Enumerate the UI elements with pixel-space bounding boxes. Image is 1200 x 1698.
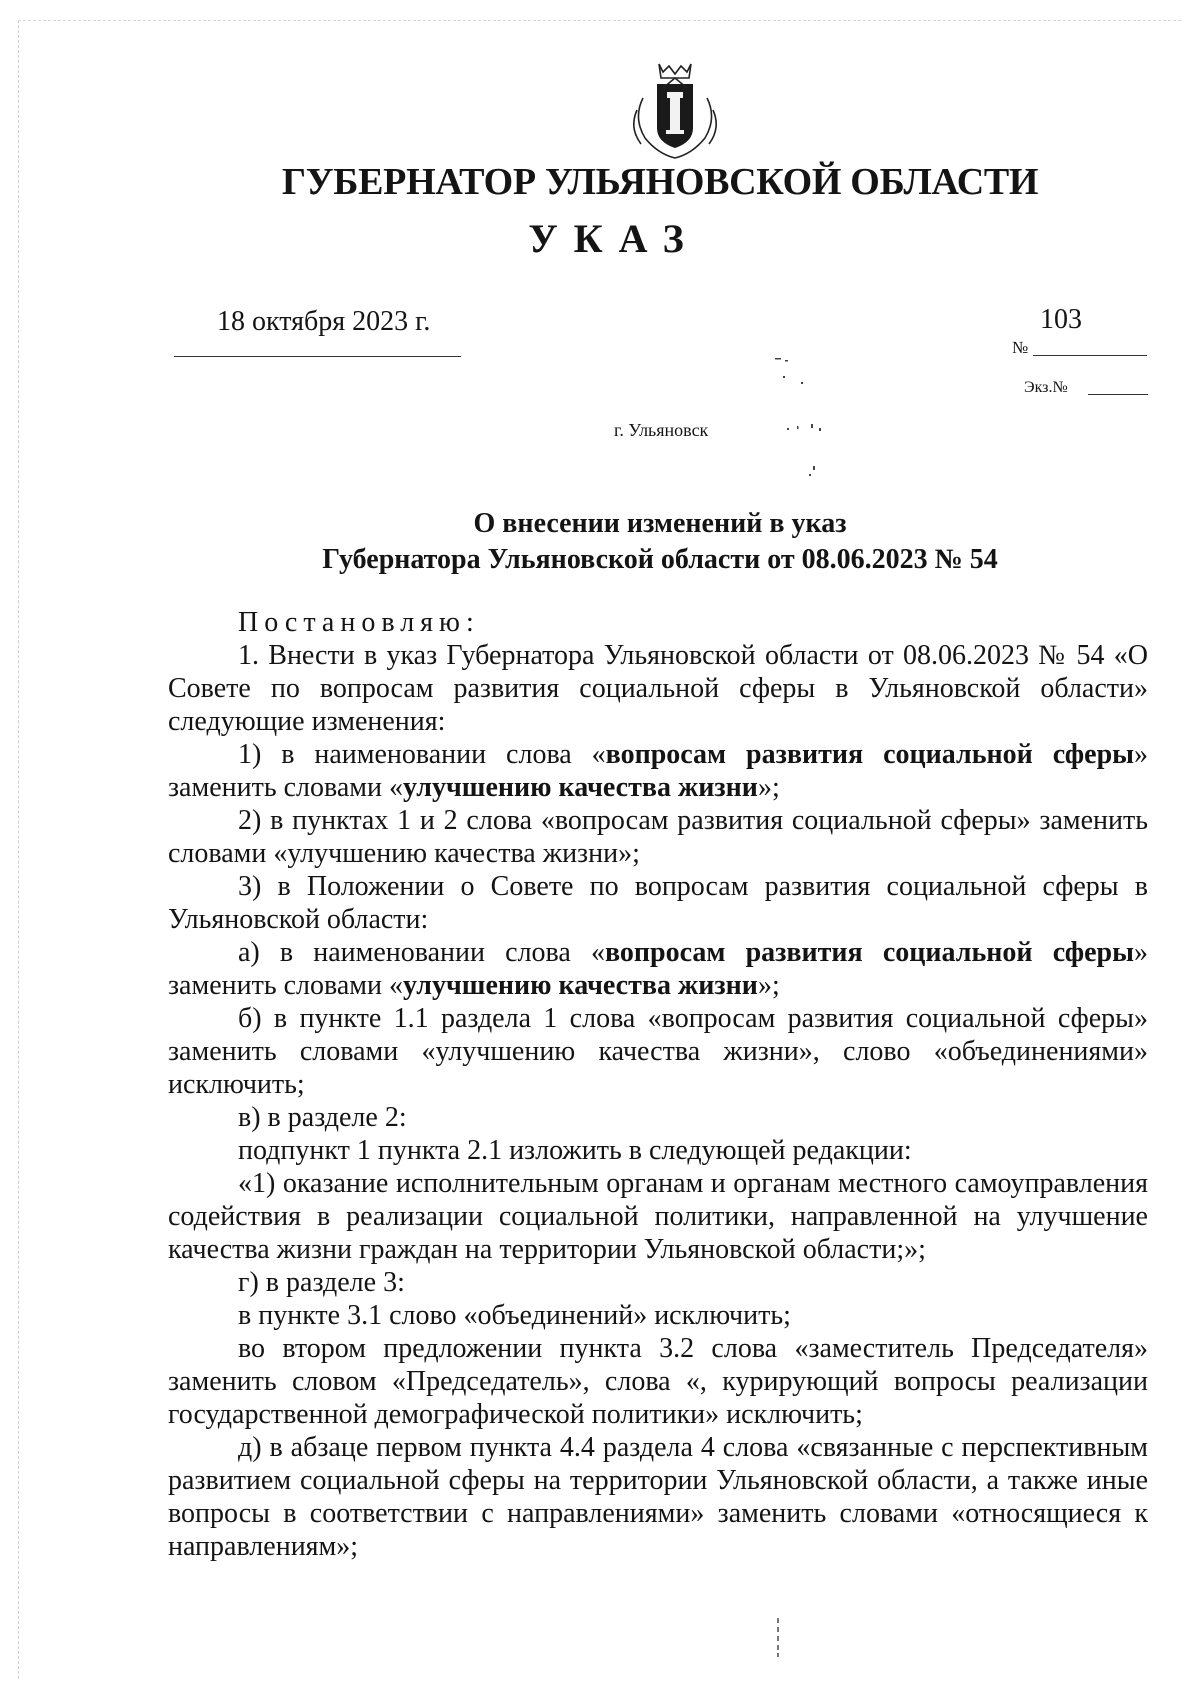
p5-text-post: »; [757, 970, 780, 1001]
scan-dots [776, 1618, 780, 1658]
copy-number-label: Экз.№ [1024, 379, 1068, 396]
paragraph-7: в) в разделе 2: [238, 1102, 407, 1133]
copy-number-underline [1088, 394, 1148, 395]
paragraph-1: 1. Внести в указ Губернатора Ульяновской области от 08.06.2023 № 54 «О Совете по вопросам развития социальной сферы в Ульяновской области» следующие изменения: [168, 640, 1148, 737]
subject-line-1: О внесении изменений в указ [473, 508, 847, 539]
paragraph-2 [168, 738, 1148, 804]
paragraph-12: во втором предложении пункта 3.2 слова «заместитель Председателя» заменить словом «Председатель», слова «, курирующий вопросы реализации государственной демографической политики» исключить; [168, 1333, 1148, 1430]
paragraph-3: 2) в пунктах 1 и 2 слова «вопросам развития социальной сферы» заменить словами «улучшению качества жизни»; [168, 805, 1148, 869]
p2-bold-new: улучшению качества жизни [403, 772, 758, 803]
document-date: 18 октября 2023 г. [217, 306, 431, 337]
subject-line-2: Губернатора Ульяновской области от 08.06.2023 № 54 [322, 544, 998, 575]
paragraph-5 [168, 936, 1148, 1002]
p2-bold-old: вопросам развития социальной сферы [605, 739, 1135, 770]
paragraph-10: г) в разделе 3: [238, 1267, 405, 1298]
p2-text-pre: 1) в наименовании слова « [238, 739, 606, 770]
p2-text-post: »; [757, 772, 780, 803]
document-type: УКАЗ [528, 216, 700, 261]
document-number: 103 [1040, 304, 1082, 335]
p5-bold-new: улучшению качества жизни [403, 970, 758, 1001]
date-underline [174, 356, 461, 357]
document-body [168, 606, 1148, 1563]
p5-bold-old: вопросам развития социальной сферы [604, 937, 1134, 968]
paragraph-8: подпункт 1 пункта 2.1 изложить в следующей редакции: [238, 1135, 912, 1166]
number-underline [1033, 355, 1147, 356]
coat-of-arms-icon [623, 58, 727, 164]
document-subject [0, 506, 1200, 578]
paragraph-4: 3) в Положении о Совете по вопросам развития социальной сферы в Ульяновской области: [168, 871, 1148, 935]
paragraph-6: б) в пункте 1.1 раздела 1 слова «вопросам развития социальной сферы» заменить словами «улучшению качества жизни», слово «объединениями» исключить; [168, 1003, 1148, 1100]
p2-text-mid: » заменить словами « [168, 739, 1149, 803]
paragraph-preamble: Постановляю: [238, 607, 480, 638]
number-label: № [1012, 338, 1029, 357]
p5-text-mid: » заменить словами « [168, 937, 1148, 1001]
paragraph-11: в пункте 3.1 слово «объединений» исключить; [238, 1300, 791, 1331]
paragraph-13: д) в абзаце первом пункта 4.4 раздела 4 слова «связанные с перспективным развитием социальной сферы на территории Ульяновской области, а также иные вопросы в соответствии с направлениями» заменить словами «относящиеся к направлениям»; [168, 1432, 1148, 1562]
scan-noise [755, 346, 865, 496]
issuer-title: ГУБЕРНАТОР УЛЬЯНОВСКОЙ ОБЛАСТИ [281, 161, 1039, 203]
paragraph-9: «1) оказание исполнительным органам и органам местного самоуправления содействия в реализации социальной политики, направленной на улучшение качества жизни граждан на территории Ульяновской области;»; [168, 1168, 1148, 1265]
p5-text-pre: а) в наименовании слова « [238, 937, 605, 968]
issue-city: г. Ульяновск [614, 420, 709, 440]
